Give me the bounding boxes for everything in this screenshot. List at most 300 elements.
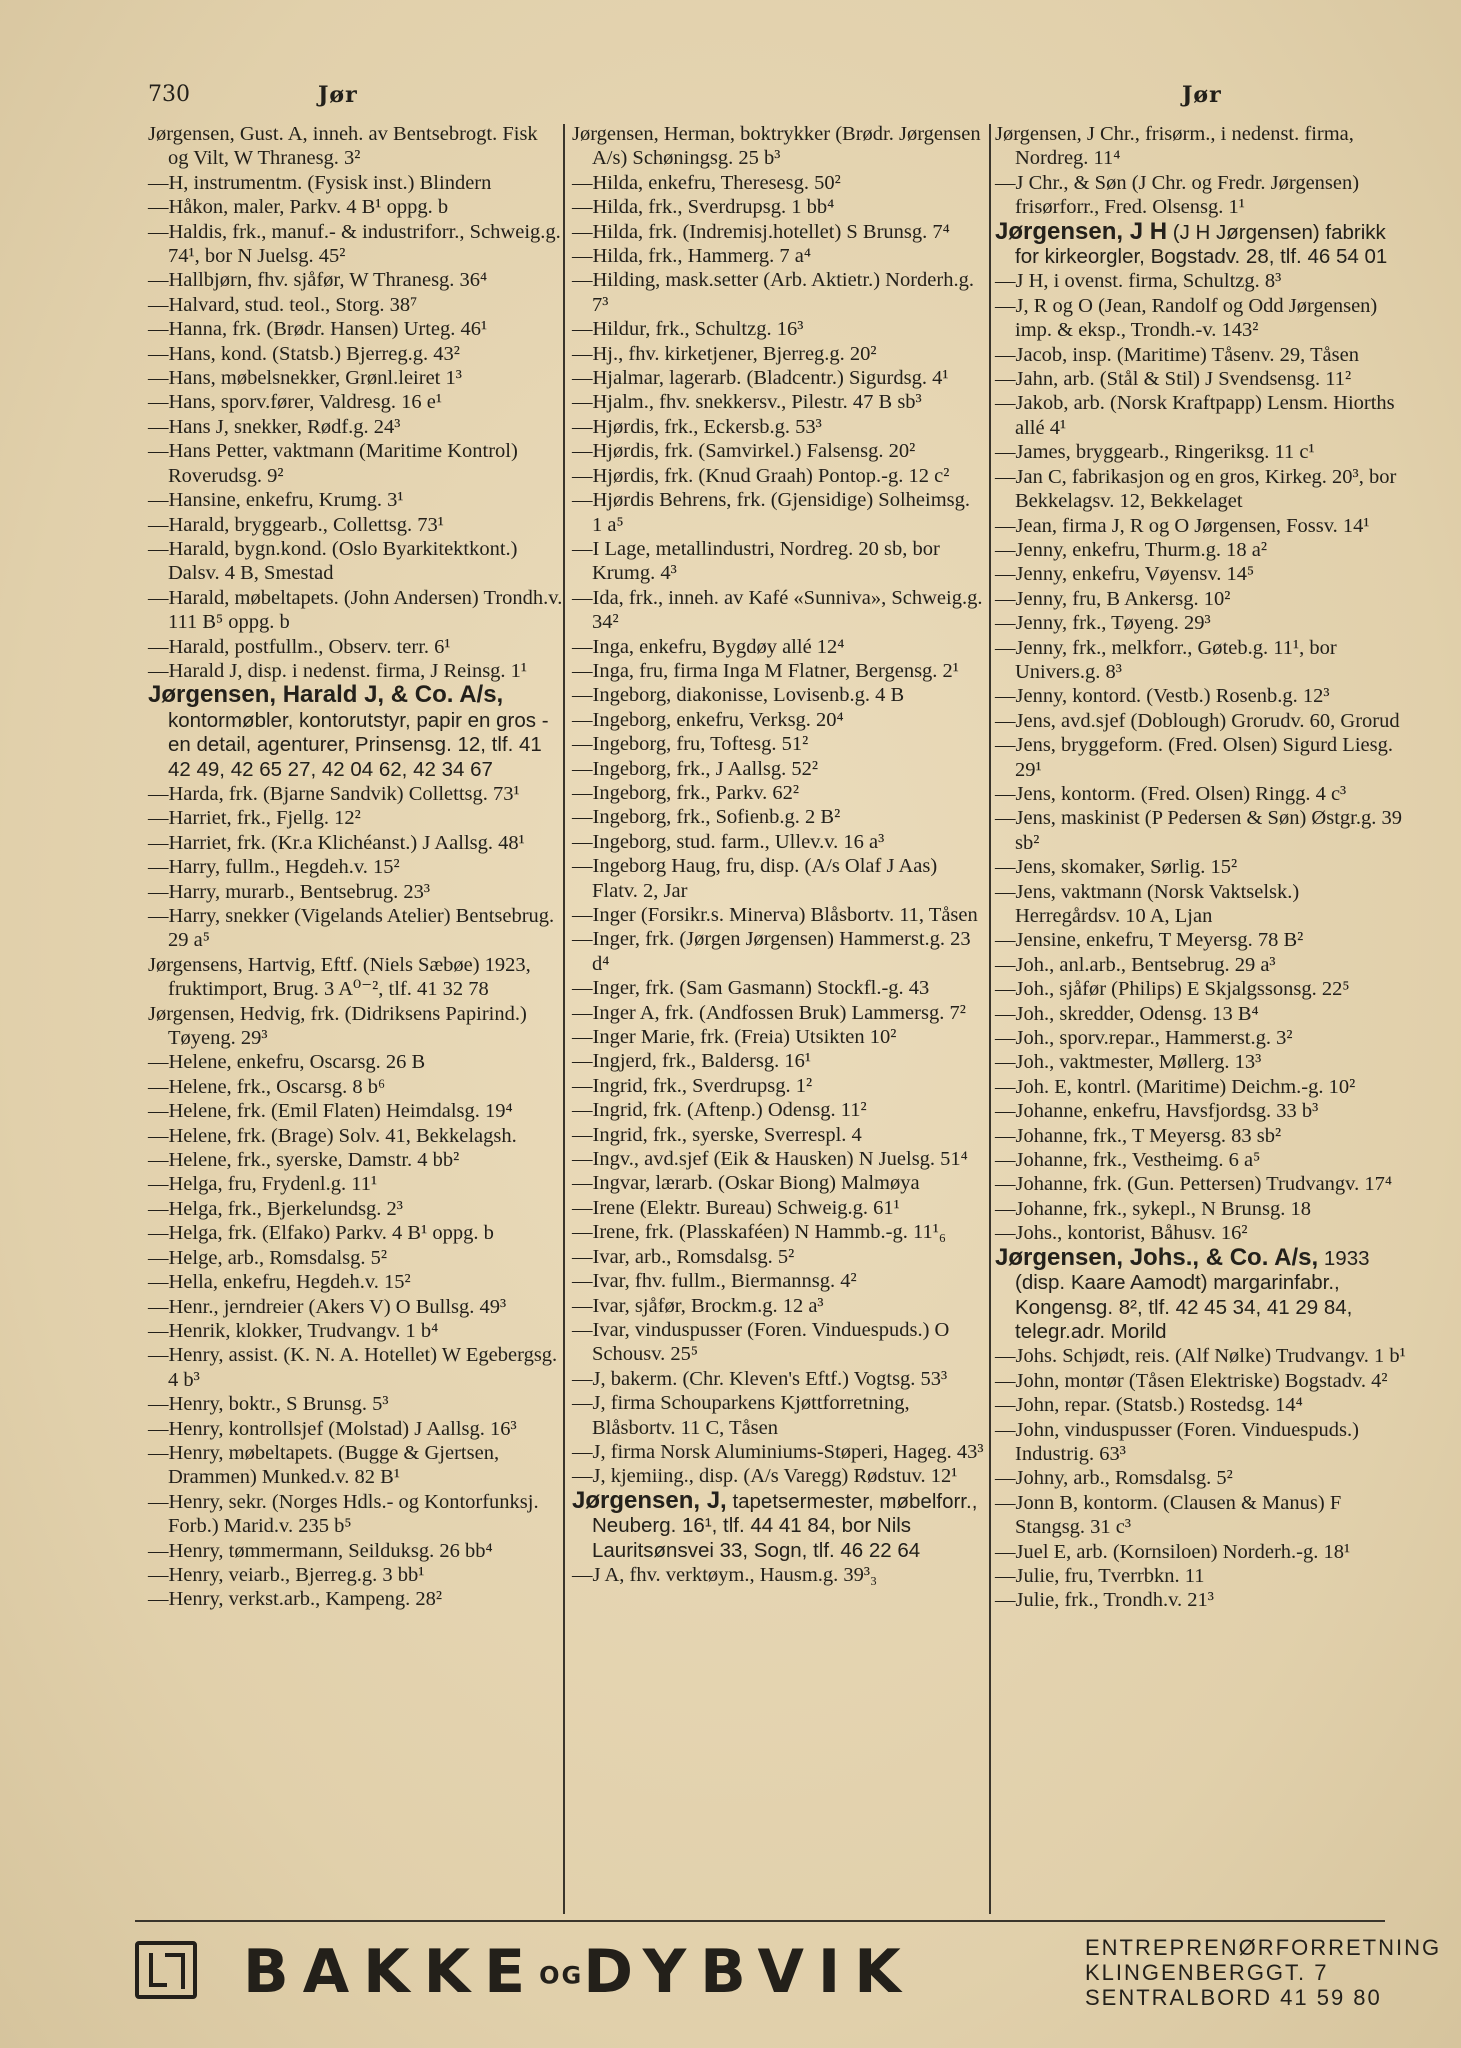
entry-text: —Johanne, frk., sykepl., N Brunsg. 18 — [995, 1197, 1312, 1220]
entry-text: —Helga, frk. (Elfako) Parkv. 4 B¹ oppg. b — [148, 1222, 494, 1245]
entry-text: —John, vinduspusser (Foren. Vinduespuds.) Industrig. 63³ — [995, 1418, 1359, 1465]
entry-text: —J, bakerm. (Chr. Kleven's Eftf.) Vogtsg. 53³ — [572, 1367, 948, 1390]
entry-text: —J, firma Schouparkens Kjøttforretning, Blåsbortv. 11 C, Tåsen — [572, 1392, 910, 1439]
directory-entry — [995, 1466, 1407, 1490]
directory-entry — [148, 171, 563, 195]
entry-text: —Harriet, frk., Fjellg. 12² — [148, 807, 361, 830]
directory-entry — [572, 1486, 985, 1563]
entry-text: —Jean, firma J, R og O Jørgensen, Fossv. 14¹ — [995, 514, 1370, 537]
directory-entry — [572, 1440, 985, 1464]
entry-text: Jørgensen, Herman, boktrykker (Brødr. Jørgensen A/s) Schøningsg. 25 b³ — [572, 123, 981, 170]
entry-text: —Hilding, mask.setter (Arb. Aktietr.) Norderh.g. 7³ — [572, 269, 974, 316]
entry-text: —J, firma Norsk Aluminiums-Støperi, Hageg. 43³ — [572, 1440, 984, 1463]
directory-entry — [572, 1171, 985, 1195]
directory-entry — [148, 415, 563, 439]
directory-entry — [148, 1002, 563, 1051]
entry-text: —Hanna, frk. (Brødr. Hansen) Urteg. 46¹ — [148, 318, 488, 341]
directory-entry — [148, 366, 563, 390]
entry-text: —Inger, frk. (Sam Gasmann) Stockfl.-g. 43 — [572, 977, 930, 1000]
directory-entry — [572, 976, 985, 1000]
directory-entry — [572, 781, 985, 805]
directory-entry — [572, 757, 985, 781]
entry-text: Jørgensen, Hedvig, frk. (Didriksens Papirind.) Tøyeng. 29³ — [148, 1002, 527, 1050]
entry-text: —Inger, frk. (Jørgen Jørgensen) Hammerst.g. 23 d⁴ — [572, 928, 971, 975]
entry-text: —Hans, kond. (Statsb.) Bjerreg.g. 43² — [148, 342, 460, 365]
directory-entry — [995, 1124, 1407, 1148]
entry-text: —Jahn, arb. (Stål & Stil) J Svendsensg. 11² — [995, 368, 1352, 391]
directory-entry — [572, 854, 985, 903]
directory-entry — [148, 586, 563, 635]
entry-text: —Inger (Forsikr.s. Minerva) Blåsbortv. 11, Tåsen — [572, 904, 978, 926]
entry-text: —Hallbjørn, fhv. sjåfør, W Thranesg. 36⁴ — [148, 269, 488, 292]
directory-entry — [572, 1367, 985, 1391]
directory-entry — [572, 586, 985, 635]
directory-entry — [995, 1002, 1407, 1026]
directory-entry — [148, 1319, 563, 1343]
directory-entry — [995, 1075, 1407, 1099]
directory-entry — [148, 782, 563, 806]
directory-entry — [995, 953, 1407, 977]
directory-entry — [995, 1369, 1407, 1393]
entry-text: —Inger Marie, frk. (Freia) Utsikten 10² — [572, 1026, 897, 1049]
directory-entry — [995, 122, 1407, 171]
directory-entry — [148, 342, 563, 366]
entry-text: —Jensine, enkefru, T Meyersg. 78 B² — [995, 929, 1304, 952]
entry-text: —Hj., fhv. kirketjener, Bjerreg.g. 20² — [572, 342, 877, 365]
entry-text: —Henry, veiarb., Bjerreg.g. 3 bb¹ — [148, 1563, 425, 1586]
directory-entry — [572, 439, 985, 463]
entry-text: —Hilda, frk. (Indremisj.hotellet) S Brunsg. 7⁴ — [572, 220, 950, 243]
entry-text: —Helga, fru, Frydenl.g. 11¹ — [148, 1173, 378, 1196]
entry-text: —Harriet, frk. (Kr.a Klichéanst.) J Aallsg. 48¹ — [148, 831, 525, 854]
entry-text: —Hans J, snekker, Rødf.g. 24³ — [148, 415, 401, 438]
directory-entry — [572, 342, 985, 366]
directory-entry — [995, 1172, 1407, 1196]
column-divider — [989, 124, 991, 1914]
entry-text: —Henry, tømmermann, Seilduksg. 26 bb⁴ — [148, 1539, 493, 1562]
directory-entry — [148, 1075, 563, 1099]
entry-text: —Joh., sjåfør (Philips) E Skjalgssonsg. 22⁵ — [995, 978, 1350, 1001]
advertisement — [135, 1935, 1442, 2015]
directory-entry — [148, 1295, 563, 1319]
directory-entry — [148, 1441, 563, 1490]
directory-entry — [148, 831, 563, 855]
entry-text: —Helene, frk. (Brage) Solv. 41, Bekkelagsh. — [148, 1124, 517, 1147]
entry-text: —Johanne, enkefru, Havsfjordsg. 33 b³ — [995, 1100, 1319, 1123]
directory-entry — [572, 1025, 985, 1049]
directory-entry — [995, 928, 1407, 952]
directory-column-3 — [995, 122, 1407, 1613]
directory-entry — [995, 977, 1407, 1001]
entry-text: —Ingjerd, frk., Baldersg. 16¹ — [572, 1050, 811, 1073]
directory-entry — [995, 709, 1407, 733]
directory-entry — [148, 268, 563, 292]
entry-text: —J Chr., & Søn (J Chr. og Fredr. Jørgensen) frisørforr., Fred. Olsensg. 1¹ — [995, 171, 1360, 219]
directory-entry — [995, 367, 1407, 391]
directory-entry — [148, 537, 563, 586]
entry-text: —Ivar, arb., Romsdalsg. 5² — [572, 1245, 795, 1268]
directory-entry — [995, 1491, 1407, 1540]
directory-column-2 — [572, 122, 985, 1587]
entry-text: —Jens, skomaker, Sørlig. 15² — [995, 856, 1238, 879]
entry-text: —Harald, bygn.kond. (Oslo Byarkitektkont.) Dalsv. 4 B, Smestad — [148, 537, 518, 585]
directory-entry — [148, 1124, 563, 1148]
entry-text: —Inga, enkefru, Bygdøy allé 12⁴ — [572, 635, 845, 658]
entry-text: —Irene, frk. (Plasskaféen) N Hammb.-g. 11¹₆ — [572, 1221, 947, 1244]
entry-text: —Joh., anl.arb., Bentsebrug. 29 a³ — [995, 953, 1276, 976]
directory-entry — [148, 488, 563, 512]
directory-entry — [148, 390, 563, 414]
directory-entry — [572, 683, 985, 707]
directory-entry — [572, 805, 985, 829]
directory-entry — [572, 537, 985, 586]
directory-entry — [572, 1123, 985, 1147]
directory-entry — [572, 1147, 985, 1171]
entry-text: —Harda, frk. (Bjarne Sandvik) Collettsg. 73¹ — [148, 782, 520, 805]
directory-entry — [995, 855, 1407, 879]
directory-entry — [995, 782, 1407, 806]
company-name-part2: DYBVIK — [583, 1937, 915, 2007]
directory-entry — [995, 1099, 1407, 1123]
entry-text: —Jenny, enkefru, Vøyensv. 14⁵ — [995, 563, 1255, 586]
entry-text: —Joh., skredder, Odensg. 13 B⁴ — [995, 1002, 1259, 1025]
entry-text: —Harald J, disp. i nedenst. firma, J Reinsg. 1¹ — [148, 659, 528, 682]
directory-entry — [148, 880, 563, 904]
entry-text: —Jakob, arb. (Norsk Kraftpapp) Lensm. Hiorths allé 4¹ — [995, 392, 1395, 439]
page-number: 730 — [148, 82, 190, 107]
directory-entry — [572, 171, 985, 195]
column-divider — [563, 124, 565, 1914]
directory-entry — [148, 513, 563, 537]
entry-text: —Hilda, enkefru, Theresesg. 50² — [572, 171, 841, 194]
entry-text: —Jonn B, kontorm. (Clausen & Manus) F Stangsg. 31 c³ — [995, 1491, 1342, 1539]
directory-entry — [572, 1464, 985, 1488]
entry-text: —Ingeborg, stud. farm., Ullev.v. 16 a³ — [572, 830, 885, 853]
entry-text: —Ingv., avd.sjef (Eik & Hausken) N Juelsg. 51⁴ — [572, 1148, 968, 1171]
directory-entry — [572, 122, 985, 171]
entry-text: —Ingeborg, fru, Toftesg. 51² — [572, 733, 809, 756]
entry-text: —Hjørdis, frk. (Knud Graah) Pontop.-g. 12 c² — [572, 464, 950, 487]
directory-entry — [148, 806, 563, 830]
entry-text: —Ingeborg, frk., Parkv. 62² — [572, 781, 800, 804]
entry-text: —Ivar, fhv. fullm., Biermannsg. 4² — [572, 1270, 857, 1293]
company-type: ENTREPRENØRFORRETNING — [1085, 1935, 1442, 1960]
entry-text: —Halvard, stud. teol., Storg. 38⁷ — [148, 293, 418, 316]
entry-text: —Irene (Elektr. Bureau) Schweig.g. 61¹ — [572, 1196, 900, 1219]
company-logo — [135, 1941, 197, 1999]
directory-entry — [148, 683, 563, 782]
directory-entry — [148, 1197, 563, 1221]
directory-entry — [572, 1098, 985, 1122]
entry-text: —Harald, postfullm., Observ. terr. 6¹ — [148, 635, 451, 658]
entry-text: —Harry, snekker (Vigelands Atelier) Bentsebrug. 29 a⁵ — [148, 905, 555, 952]
entry-text: Jørgensens, Hartvig, Eftf. (Niels Sæbøe) 1923, fruktimport, Brug. 3 A⁰⁻², tlf. 41 32 78 — [148, 953, 531, 1001]
entry-text: —Hans, sporv.fører, Valdresg. 16 e¹ — [148, 391, 442, 414]
entry-text: —H, instrumentm. (Fysisk inst.) Blindern — [148, 171, 492, 194]
entry-text: —Henry, verkst.arb., Kampeng. 28² — [148, 1588, 443, 1611]
directory-entry — [995, 1243, 1407, 1345]
entry-text: —J, kjemiing., disp. (A/s Varegg) Rødstuv. 12¹ — [572, 1465, 958, 1488]
directory-entry — [148, 1099, 563, 1123]
directory-entry — [572, 1220, 985, 1244]
directory-column-1 — [148, 122, 563, 1612]
directory-entry — [995, 562, 1407, 586]
advertisement-rule — [135, 1920, 1385, 1922]
directory-entry — [995, 1564, 1407, 1588]
entry-text: —J, R og O (Jean, Randolf og Odd Jørgensen) imp. & eksp., Trondh.-v. 143² — [995, 294, 1378, 342]
company-name — [243, 1937, 915, 2007]
entry-text: —Johanne, frk., T Meyersg. 83 sb² — [995, 1124, 1282, 1147]
entry-text: —Helene, frk., Oscarsg. 8 b⁶ — [148, 1075, 386, 1098]
directory-entry — [148, 220, 563, 269]
entry-text: —Joh., sporv.repar., Hammerst.g. 3² — [995, 1027, 1293, 1050]
directory-entry — [995, 294, 1407, 343]
directory-entry — [148, 1270, 563, 1294]
entry-text: —Ivar, sjåfør, Brockm.g. 12 a³ — [572, 1294, 824, 1317]
directory-entry — [572, 390, 985, 414]
directory-entry — [995, 1418, 1407, 1467]
directory-entry — [572, 244, 985, 268]
entry-text: (J H Jørgensen) fabrikk for kirkeorgler, Bogstadv. 28, tlf. 46 54 01 — [1015, 220, 1388, 269]
directory-entry — [995, 514, 1407, 538]
directory-entry — [995, 611, 1407, 635]
directory-entry — [572, 635, 985, 659]
entry-text: —Ingrid, frk., Sverdrupsg. 1² — [572, 1074, 813, 1097]
directory-entry — [995, 538, 1407, 562]
company-info — [1085, 1935, 1441, 2010]
entry-text: —Julie, frk., Trondh.v. 21³ — [995, 1589, 1214, 1612]
entry-text: —Jan C, fabrikasjon og en gros, Kirkeg. 20³, bor Bekkelagsv. 12, Bekkelaget — [995, 465, 1397, 513]
directory-entry — [995, 391, 1407, 440]
directory-entry — [995, 465, 1407, 514]
company-address: KLINGENBERGGT. 7 — [1085, 1960, 1329, 1985]
entry-text: —Harald, bryggearb., Collettsg. 73¹ — [148, 513, 444, 536]
directory-entry — [995, 171, 1407, 220]
entry-text: —Håkon, maler, Parkv. 4 B¹ oppg. b — [148, 196, 449, 219]
entry-text: —Hildur, frk., Schultzg. 16³ — [572, 318, 804, 341]
entry-heading: Jørgensen, Johs., & Co. A/s, — [995, 1243, 1319, 1271]
directory-entry — [572, 830, 985, 854]
entry-text: —Hans Petter, vaktmann (Maritime Kontrol) Roverudsg. 9² — [148, 440, 518, 487]
entry-text: —Johs., kontorist, Båhusv. 16² — [995, 1222, 1248, 1245]
entry-text: —Helge, arb., Romsdalsg. 5² — [148, 1246, 388, 1269]
directory-entry — [148, 122, 563, 171]
entry-text: —Ingeborg, diakonisse, Lovisenb.g. 4 B — [572, 684, 905, 707]
directory-entry — [572, 659, 985, 683]
entry-text: —Johs. Schjødt, reis. (Alf Nølke) Trudvangv. 1 b¹ — [995, 1345, 1406, 1368]
entry-text: —Henry, møbeltapets. (Bugge & Gjertsen, Drammen) Munked.v. 82 B¹ — [148, 1441, 500, 1489]
entry-text: Jørgensen, Gust. A, inneh. av Bentsebrogt. Fisk og Vilt, W Thranesg. 3² — [148, 123, 538, 170]
entry-text: —Harry, murarb., Bentsebrug. 23³ — [148, 880, 431, 903]
entry-text: —Henry, sekr. (Norges Hdls.- og Kontorfunksj. Forb.) Marid.v. 235 b⁵ — [148, 1490, 539, 1538]
directory-entry — [572, 1318, 985, 1367]
running-head-left: Jør — [318, 82, 358, 108]
directory-entry — [148, 1246, 563, 1270]
entry-text: —Jenny, kontord. (Vestb.) Rosenb.g. 12³ — [995, 685, 1330, 708]
entry-text: —James, bryggearb., Ringeriksg. 11 c¹ — [995, 441, 1315, 464]
directory-entry — [148, 659, 563, 683]
entry-text: —I Lage, metallindustri, Nordreg. 20 sb, bor Krumg. 4³ — [572, 537, 940, 585]
directory-entry — [148, 1148, 563, 1172]
directory-entry — [148, 1221, 563, 1245]
entry-text: —Jens, avd.sjef (Doblough) Grorudv. 60, Grorud — [995, 709, 1400, 732]
entry-text: —Jenny, enkefru, Thurm.g. 18 a² — [995, 538, 1268, 561]
entry-text: —Ingeborg, frk., Sofienb.g. 2 B² — [572, 806, 841, 829]
directory-entry — [995, 684, 1407, 708]
entry-text: —Hella, enkefru, Hegdeh.v. 15² — [148, 1271, 411, 1294]
entry-text: —Haldis, frk., manuf.- & industriforr., Schweig.g. 74¹, bor N Juelsg. 45² — [148, 220, 561, 268]
entry-text: —Ingrid, frk., syerske, Sverrespl. 4 — [572, 1123, 862, 1146]
directory-entry — [572, 366, 985, 390]
directory-entry — [148, 1172, 563, 1196]
directory-entry — [995, 440, 1407, 464]
entry-text: —Julie, fru, Tverrbkn. 11 — [995, 1564, 1205, 1587]
directory-entry — [148, 195, 563, 219]
directory-entry — [995, 1588, 1407, 1612]
entry-text: —Hjalmar, lagerarb. (Bladcentr.) Sigurdsg. 4¹ — [572, 367, 949, 390]
entry-text: —Helga, frk., Bjerkelundsg. 2³ — [148, 1197, 403, 1220]
entry-text: —Ingeborg, frk., J Aallsg. 52² — [572, 757, 819, 780]
entry-text: —Jenny, frk., Tøyeng. 29³ — [995, 612, 1211, 635]
directory-entry — [148, 855, 563, 879]
entry-text: —Ingrid, frk. (Aftenp.) Odensg. 11² — [572, 1099, 867, 1122]
entry-text: —Juel E, arb. (Kornsiloen) Norderh.-g. 18¹ — [995, 1540, 1351, 1563]
entry-text: —Ingeborg Haug, fru, disp. (A/s Olaf J Aas) Flatv. 2, Jar — [572, 855, 938, 902]
entry-text: —J H, i ovenst. firma, Schultzg. 8³ — [995, 270, 1282, 293]
directory-entry — [572, 1269, 985, 1293]
directory-entry — [995, 1197, 1407, 1221]
entry-text: —Jenny, fru, B Ankersg. 10² — [995, 587, 1231, 610]
directory-entry — [148, 1490, 563, 1539]
directory-entry — [995, 1393, 1407, 1417]
entry-text: —Henry, kontrollsjef (Molstad) J Aallsg. 16³ — [148, 1417, 517, 1440]
directory-entry — [572, 732, 985, 756]
directory-entry — [995, 1221, 1407, 1245]
directory-entry — [995, 733, 1407, 782]
directory-entry — [572, 1001, 985, 1025]
directory-entry — [148, 1343, 563, 1392]
directory-entry — [572, 220, 985, 244]
directory-entry — [572, 1563, 985, 1587]
entry-text: —Johny, arb., Romsdalsg. 5² — [995, 1467, 1233, 1490]
entry-text: —Jens, kontorm. (Fred. Olsen) Ringg. 4 c³ — [995, 782, 1347, 805]
entry-heading: Jørgensen, J H — [995, 217, 1168, 245]
directory-entry — [148, 1539, 563, 1563]
entry-heading: Jørgensen, J, — [572, 1486, 727, 1514]
directory-entry — [995, 1344, 1407, 1368]
entry-text: —Johanne, frk., Vestheimg. 6 a⁵ — [995, 1149, 1261, 1172]
company-name-part1: BAKKE — [243, 1937, 540, 2007]
directory-entry — [572, 464, 985, 488]
entry-text: —Hjørdis Behrens, frk. (Gjensidige) Solheimsg. 1 a⁵ — [572, 489, 970, 536]
entry-text: —Harald, møbeltapets. (John Andersen) Trondh.v. 111 B⁵ oppg. b — [148, 586, 563, 634]
running-head-right: Jør — [1182, 82, 1222, 108]
directory-entry — [572, 1196, 985, 1220]
entry-text: —Hjørdis, frk. (Samvirkel.) Falsensg. 20² — [572, 440, 916, 463]
entry-text: —Hans, møbelsnekker, Grønl.leiret 1³ — [148, 367, 462, 390]
directory-entry — [572, 268, 985, 317]
directory-entry — [572, 1245, 985, 1269]
directory-entry — [995, 806, 1407, 855]
entry-text: —Joh., vaktmester, Møllerg. 13³ — [995, 1051, 1262, 1074]
directory-entry — [572, 488, 985, 537]
directory-entry — [572, 1074, 985, 1098]
entry-text: —Jens, vaktmann (Norsk Vaktselsk.) Herregårdsv. 10 A, Ljan — [995, 880, 1300, 927]
entry-text: —Henry, assist. (K. N. A. Hotellet) W Egebergsg. 4 b³ — [148, 1344, 558, 1391]
directory-entry — [148, 293, 563, 317]
entry-text: —Hansine, enkefru, Krumg. 3¹ — [148, 489, 404, 512]
directory-entry — [995, 636, 1407, 685]
directory-entry — [995, 217, 1407, 270]
directory-entry — [148, 1563, 563, 1587]
directory-entry — [572, 903, 985, 927]
directory-entry — [995, 587, 1407, 611]
entry-text: —Johanne, frk. (Gun. Pettersen) Trudvangv. 17⁴ — [995, 1173, 1392, 1196]
company-name-connector: OG — [539, 1961, 584, 1990]
entry-text: —Inger A, frk. (Andfossen Bruk) Lammersg. 7² — [572, 1001, 966, 1024]
directory-entry — [995, 343, 1407, 367]
directory-entry — [148, 1417, 563, 1441]
entry-text: —John, repar. (Statsb.) Rostedsg. 14⁴ — [995, 1394, 1303, 1417]
directory-entry — [148, 1587, 563, 1611]
directory-entry — [148, 1050, 563, 1074]
entry-text: —Ingeborg, enkefru, Verksg. 20⁴ — [572, 708, 844, 731]
entry-text: —Hilda, frk., Sverdrupsg. 1 bb⁴ — [572, 196, 835, 219]
entry-text: —Ingvar, lærarb. (Oskar Biong) Malmøya — [572, 1172, 920, 1195]
directory-entry — [572, 1049, 985, 1073]
entry-text: —John, montør (Tåsen Elektriske) Bogstadv. 4² — [995, 1369, 1388, 1392]
directory-entry — [572, 708, 985, 732]
entry-text: —Inga, fru, firma Inga M Flatner, Bergensg. 2¹ — [572, 659, 959, 682]
entry-text: —Harry, fullm., Hegdeh.v. 15² — [148, 856, 400, 879]
entry-text: —Jacob, insp. (Maritime) Tåsenv. 29, Tåsen — [995, 343, 1359, 366]
directory-entry — [148, 953, 563, 1002]
directory-entry — [572, 195, 985, 219]
entry-text: tapetsermester, møbelforr., Neuberg. 16¹, tlf. 44 41 84, bor Nils Lauritsønsvei 33, Sogn, tlf. 46 22 64 — [592, 1489, 978, 1562]
directory-entry — [148, 1392, 563, 1416]
entry-text: —Ivar, vinduspusser (Foren. Vinduespuds.) O Schousv. 25⁵ — [572, 1318, 950, 1366]
directory-entry — [572, 1391, 985, 1440]
entry-text: —Jens, bryggeform. (Fred. Olsen) Sigurd Liesg. 29¹ — [995, 734, 1393, 781]
directory-entry — [995, 1148, 1407, 1172]
directory-entry — [995, 880, 1407, 929]
entry-text: —Ida, frk., inneh. av Kafé «Sunniva», Schweig.g. 34² — [572, 586, 983, 634]
directory-entry — [995, 1026, 1407, 1050]
entry-text: Jørgensen, J Chr., frisørm., i nedenst. firma, Nordreg. 11⁴ — [995, 123, 1354, 170]
entry-text: —Henry, boktr., S Brunsg. 5³ — [148, 1393, 389, 1416]
entry-text: —Hjørdis, frk., Eckersb.g. 53³ — [572, 415, 822, 438]
directory-entry — [148, 317, 563, 341]
entry-text: —Hilda, frk., Hammerg. 7 a⁴ — [572, 245, 812, 268]
entry-text: —Henrik, klokker, Trudvangv. 1 b⁴ — [148, 1319, 439, 1342]
directory-entry — [995, 269, 1407, 293]
entry-text: 1933 (disp. Kaare Aamodt) margarinfabr., Kongensg. 8², tlf. 42 45 34, 41 29 84, telegr.adr. Morild — [1015, 1246, 1370, 1343]
directory-entry — [572, 415, 985, 439]
directory-entry — [572, 317, 985, 341]
directory-entry — [572, 1294, 985, 1318]
company-phone: SENTRALBORD 41 59 80 — [1085, 1985, 1382, 2010]
entry-text: —J A, fhv. verktøym., Hausm.g. 39³₃ — [572, 1563, 878, 1586]
entry-text: —Helene, frk. (Emil Flaten) Heimdalsg. 19⁴ — [148, 1100, 513, 1123]
entry-text: —Henr., jerndreier (Akers V) O Bullsg. 49³ — [148, 1295, 507, 1318]
entry-text: —Helene, frk., syerske, Damstr. 4 bb² — [148, 1149, 460, 1172]
entry-text: kontormøbler, kontorutstyr, papir en gros - en detail, agenturer, Prinsensg. 12, tlf. 41 42 49, 42 65 27, 42 04 62, 42 34 67 — [168, 708, 549, 781]
entry-text: —Jenny, frk., melkforr., Gøteb.g. 11¹, bor Univers.g. 8³ — [995, 636, 1337, 683]
directory-entry — [572, 927, 985, 976]
directory-entry — [148, 904, 563, 953]
directory-entry — [148, 635, 563, 659]
entry-text: —Hjalm., fhv. snekkersv., Pilestr. 47 B sb³ — [572, 391, 922, 414]
